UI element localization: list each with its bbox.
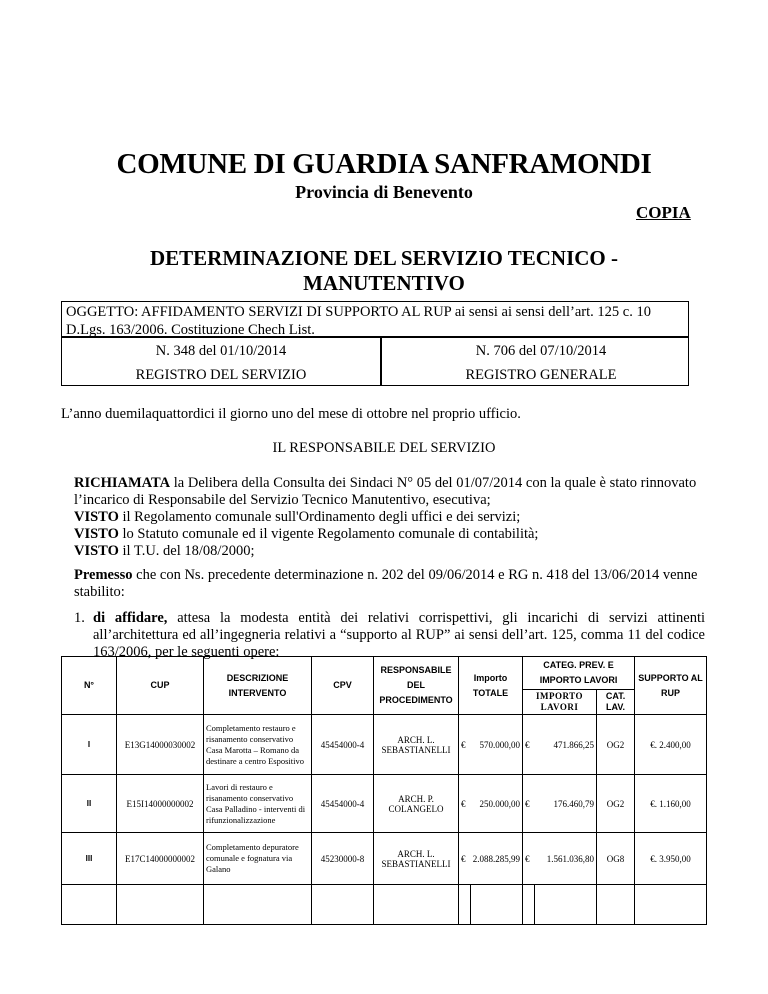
visto-bold: VISTO [74, 509, 119, 525]
numero-registro-generale: N. 706 del 07/10/2014 [475, 343, 607, 359]
label-registro-generale: REGISTRO GENERALE [465, 367, 617, 383]
intro-paragraph: L’anno duemilaquattordici il giorno uno del mese di ottobre nel proprio ufficio. [61, 406, 521, 422]
cell-cup: E15I14000000002 [117, 775, 204, 833]
premesso-paragraph [74, 567, 704, 601]
visto-bold: VISTO [74, 526, 119, 542]
cell-supporto: €. 2.400,00 [635, 715, 707, 775]
table-header-row [62, 657, 707, 690]
cell-euro: € [523, 833, 535, 885]
cell-cat: OG2 [597, 715, 635, 775]
comune-title: COMUNE DI GUARDIA SANFRAMONDI [116, 148, 652, 180]
header-descrizione: DESCRIZIONE INTERVENTO [204, 657, 312, 715]
cell-descrizione: Lavori di restauro e risanamento conservativo Casa Palladino - interventi di rifunzionalizzazione [204, 775, 312, 833]
responsabile-heading: IL RESPONSABILE DEL SERVIZIO [272, 440, 496, 456]
numero-registro-servizio: N. 348 del 01/10/2014 [155, 343, 287, 359]
cell-responsabile: ARCH. P. COLANGELO [374, 775, 459, 833]
richiamata-text: la Delibera della Consulta dei Sindaci N° 05 del 01/07/2014 con la quale è stato rinnovato l’incarico di Responsabile del Servizio Tecnico Manutentivo, esecutiva; [74, 475, 697, 508]
cell-euro: € [523, 715, 535, 775]
cell-n: I [62, 715, 117, 775]
provincia-subtitle: Provincia di Benevento [295, 182, 473, 202]
affidare-text: attesa la modesta entità dei relativi corrispettivi, gli incarichi di servizi attinenti all’architettura ed all’ingegneria relativi a “supporto al RUP” ai sensi dell’art. 125, comma 11 del codice 163/2006, per le seguenti opere: [93, 610, 705, 660]
cell-n: II [62, 775, 117, 833]
table-row [62, 885, 707, 925]
cell-importo-lavori: 471.866,25 [535, 715, 597, 775]
header-n: N° [62, 657, 117, 715]
visto-text: il Regolamento comunale sull'Ordinamento degli uffici e dei servizi; [118, 509, 521, 525]
header-cat-lav: CAT. LAV. [597, 690, 635, 715]
visto-text: il T.U. del 18/08/2000; [118, 543, 255, 559]
label-registro-servizio: REGISTRO DEL SERVIZIO [135, 367, 307, 383]
copia-label: COPIA [636, 203, 691, 222]
registri-box [61, 336, 689, 386]
cell-importo-totale: 2.088.285,99 [471, 833, 523, 885]
cell-cpv: 45454000-4 [312, 775, 374, 833]
cell-cup: E17C14000000002 [117, 833, 204, 885]
header-cup: CUP [117, 657, 204, 715]
cell-descrizione: Completamento depuratore comunale e fognatura via Galano [204, 833, 312, 885]
cell-supporto: €. 3.950,00 [635, 833, 707, 885]
visto-tu-paragraph [74, 543, 699, 560]
oggetto-text: OGGETTO: AFFIDAMENTO SERVIZI DI SUPPORTO AL RUP ai sensi ai sensi dell’art. 125 c. 10 D.Lgs. 163/2006. Costituzione Chech List. [66, 304, 651, 338]
cell-importo-lavori: 1.561.036,80 [535, 833, 597, 885]
richiamata-bold: RICHIAMATA [74, 475, 171, 491]
cell-cat: OG2 [597, 775, 635, 833]
cell-cpv: 45230000-8 [312, 833, 374, 885]
visto-statuto-paragraph [74, 526, 699, 543]
premesso-bold: Premesso [74, 567, 133, 583]
table-row [62, 833, 707, 885]
cell-euro: € [459, 775, 471, 833]
cell-euro: € [459, 833, 471, 885]
cell-euro: € [523, 775, 535, 833]
affidare-bold: di affidare, [93, 610, 168, 626]
table-row [62, 775, 707, 833]
cell-euro: € [459, 715, 471, 775]
visto-regolamento-paragraph [74, 509, 699, 526]
cell-importo-totale: 250.000,00 [471, 775, 523, 833]
cell-importo-lavori: 176.460,79 [535, 775, 597, 833]
visto-bold: VISTO [74, 543, 119, 559]
determinazione-title-line2: MANUTENTIVO [303, 271, 465, 295]
cell-responsabile: ARCH. L. SEBASTIANELLI [374, 715, 459, 775]
affidare-paragraph [93, 610, 705, 661]
cell-responsabile: ARCH. L. SEBASTIANELLI [374, 833, 459, 885]
opere-table [61, 656, 707, 925]
header-supporto: SUPPORTO AL RUP [635, 657, 707, 715]
richiamata-paragraph [74, 475, 699, 509]
cell-cpv: 45454000-4 [312, 715, 374, 775]
cell-cup: E13G14000030002 [117, 715, 204, 775]
cell-importo-totale: 570.000,00 [471, 715, 523, 775]
premesso-text: che con Ns. precedente determinazione n. 202 del 09/06/2014 e RG n. 418 del 13/06/2014 venne stabilito: [74, 567, 698, 600]
cell-n: III [62, 833, 117, 885]
header-categ: CATEG. PREV. E IMPORTO LAVORI [523, 657, 635, 690]
header-responsabile: RESPONSABILE DEL PROCEDIMENTO [374, 657, 459, 715]
determinazione-title-line1: DETERMINAZIONE DEL SERVIZIO TECNICO - [150, 246, 618, 270]
oggetto-box [61, 301, 689, 338]
cell-supporto: €. 1.160,00 [635, 775, 707, 833]
cell-descrizione: Completamento restauro e risanamento conservativo Casa Marotta – Romano da destinare a centro Espositivo [204, 715, 312, 775]
header-cpv: CPV [312, 657, 374, 715]
header-importo-lavori: IMPORTO LAVORI [523, 690, 597, 715]
cell-cat: OG8 [597, 833, 635, 885]
header-importo-totale: Importo TOTALE [459, 657, 523, 715]
table-row [62, 715, 707, 775]
item-number: 1. [74, 610, 85, 626]
visto-text: lo Statuto comunale ed il vigente Regolamento comunale di contabilità; [118, 526, 539, 542]
